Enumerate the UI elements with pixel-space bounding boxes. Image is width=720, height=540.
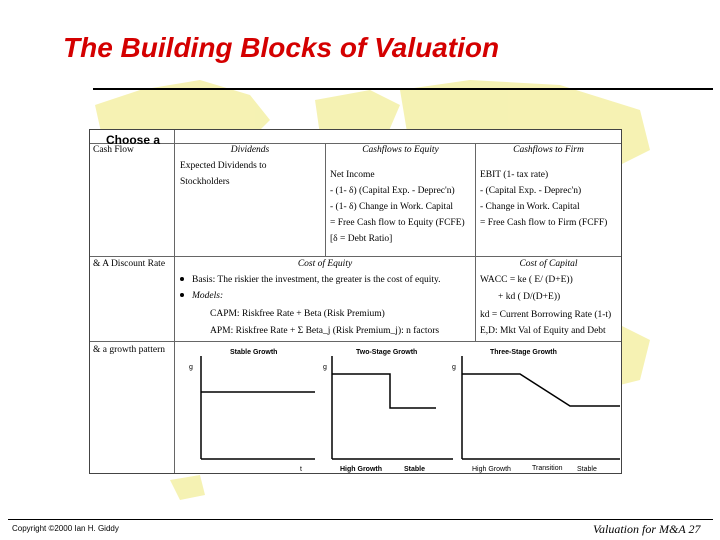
valuation-table <box>89 129 622 474</box>
footer-rule <box>8 519 713 520</box>
row-label-discount-rate: & A Discount Rate <box>93 259 166 269</box>
two-stage-growth-graph <box>318 344 458 474</box>
three-stage-x2: Transition <box>532 465 563 472</box>
stable-growth-xlabel: t <box>300 466 302 473</box>
coe-models-text: Models: <box>192 291 224 301</box>
dividends-line: Stockholders <box>180 177 230 187</box>
table-divider <box>475 143 476 341</box>
coc-line: kd = Current Borrowing Rate (1-t) <box>480 310 612 320</box>
header-cost-capital: Cost of Capital <box>519 259 578 269</box>
equity-line: Net Income <box>330 170 375 180</box>
two-stage-x1: High Growth <box>340 466 382 473</box>
two-stage-ylabel: g <box>323 364 327 371</box>
row-label-growth-pattern: & a growth pattern <box>93 345 166 355</box>
equity-line: - (1- δ) (Capital Exp. - Deprec'n) <box>330 186 455 196</box>
header-cf-equity: Cashflows to Equity <box>362 145 439 155</box>
stable-growth-graph <box>180 344 320 474</box>
two-stage-title: Two-Stage Growth <box>356 349 418 356</box>
two-stage-growth-line <box>332 374 436 408</box>
coe-basis-text: Basis: The riskier the investment, the greater is the cost of equity. <box>192 275 441 285</box>
slide-footer: Valuation for M&A 27 <box>593 522 701 536</box>
coe-capm: CAPM: Riskfree Rate + Beta (Risk Premium) <box>210 309 385 319</box>
three-stage-x1: High Growth <box>472 466 511 473</box>
header-cost-equity: Cost of Equity <box>297 259 353 269</box>
coc-line: WACC = ke ( E/ (D+E)) <box>480 275 573 285</box>
three-stage-x3: Stable <box>577 466 597 473</box>
coc-line: + kd ( D/(D+E)) <box>498 292 561 302</box>
coe-basis <box>178 272 441 288</box>
three-stage-title: Three-Stage Growth <box>490 349 557 356</box>
stable-growth-ylabel: g <box>189 364 193 371</box>
choose-label: Choose a <box>106 133 161 147</box>
three-stage-growth-line <box>462 374 620 406</box>
firm-line: - Change in Work. Capital <box>480 202 580 212</box>
copyright: Copyright ©2000 Ian H. Giddy <box>12 524 119 533</box>
bullet-icon <box>180 293 184 297</box>
firm-line: EBIT (1- tax rate) <box>480 170 549 180</box>
coe-apm: APM: Riskfree Rate + Σ Beta_j (Risk Premium_j): n factors <box>210 326 440 336</box>
coc-line: E,D: Mkt Val of Equity and Debt <box>480 326 606 336</box>
page-title: The Building Blocks of Valuation <box>63 32 500 63</box>
header-cf-firm: Cashflows to Firm <box>513 145 584 155</box>
stable-growth-title: Stable Growth <box>230 349 278 356</box>
table-divider <box>174 130 175 473</box>
header-dividends: Dividends <box>230 145 270 155</box>
three-stage-ylabel: g <box>452 364 456 371</box>
table-divider <box>90 341 621 342</box>
equity-line: [δ = Debt Ratio] <box>330 234 393 244</box>
three-stage-growth-graph <box>452 344 622 474</box>
equity-line: - (1- δ) Change in Work. Capital <box>330 202 454 212</box>
row-label-cash-flow: Cash Flow <box>93 145 134 155</box>
firm-line: - (Capital Exp. - Deprec'n) <box>480 186 582 196</box>
table-divider <box>325 143 326 256</box>
firm-line: = Free Cash flow to Firm (FCFF) <box>480 218 608 228</box>
two-stage-x2: Stable <box>404 466 426 473</box>
coe-models <box>178 288 223 304</box>
title-rule <box>93 88 713 90</box>
equity-line: = Free Cash flow to Equity (FCFE) <box>330 218 465 228</box>
bullet-icon <box>180 277 184 281</box>
dividends-line: Expected Dividends to <box>180 161 267 171</box>
